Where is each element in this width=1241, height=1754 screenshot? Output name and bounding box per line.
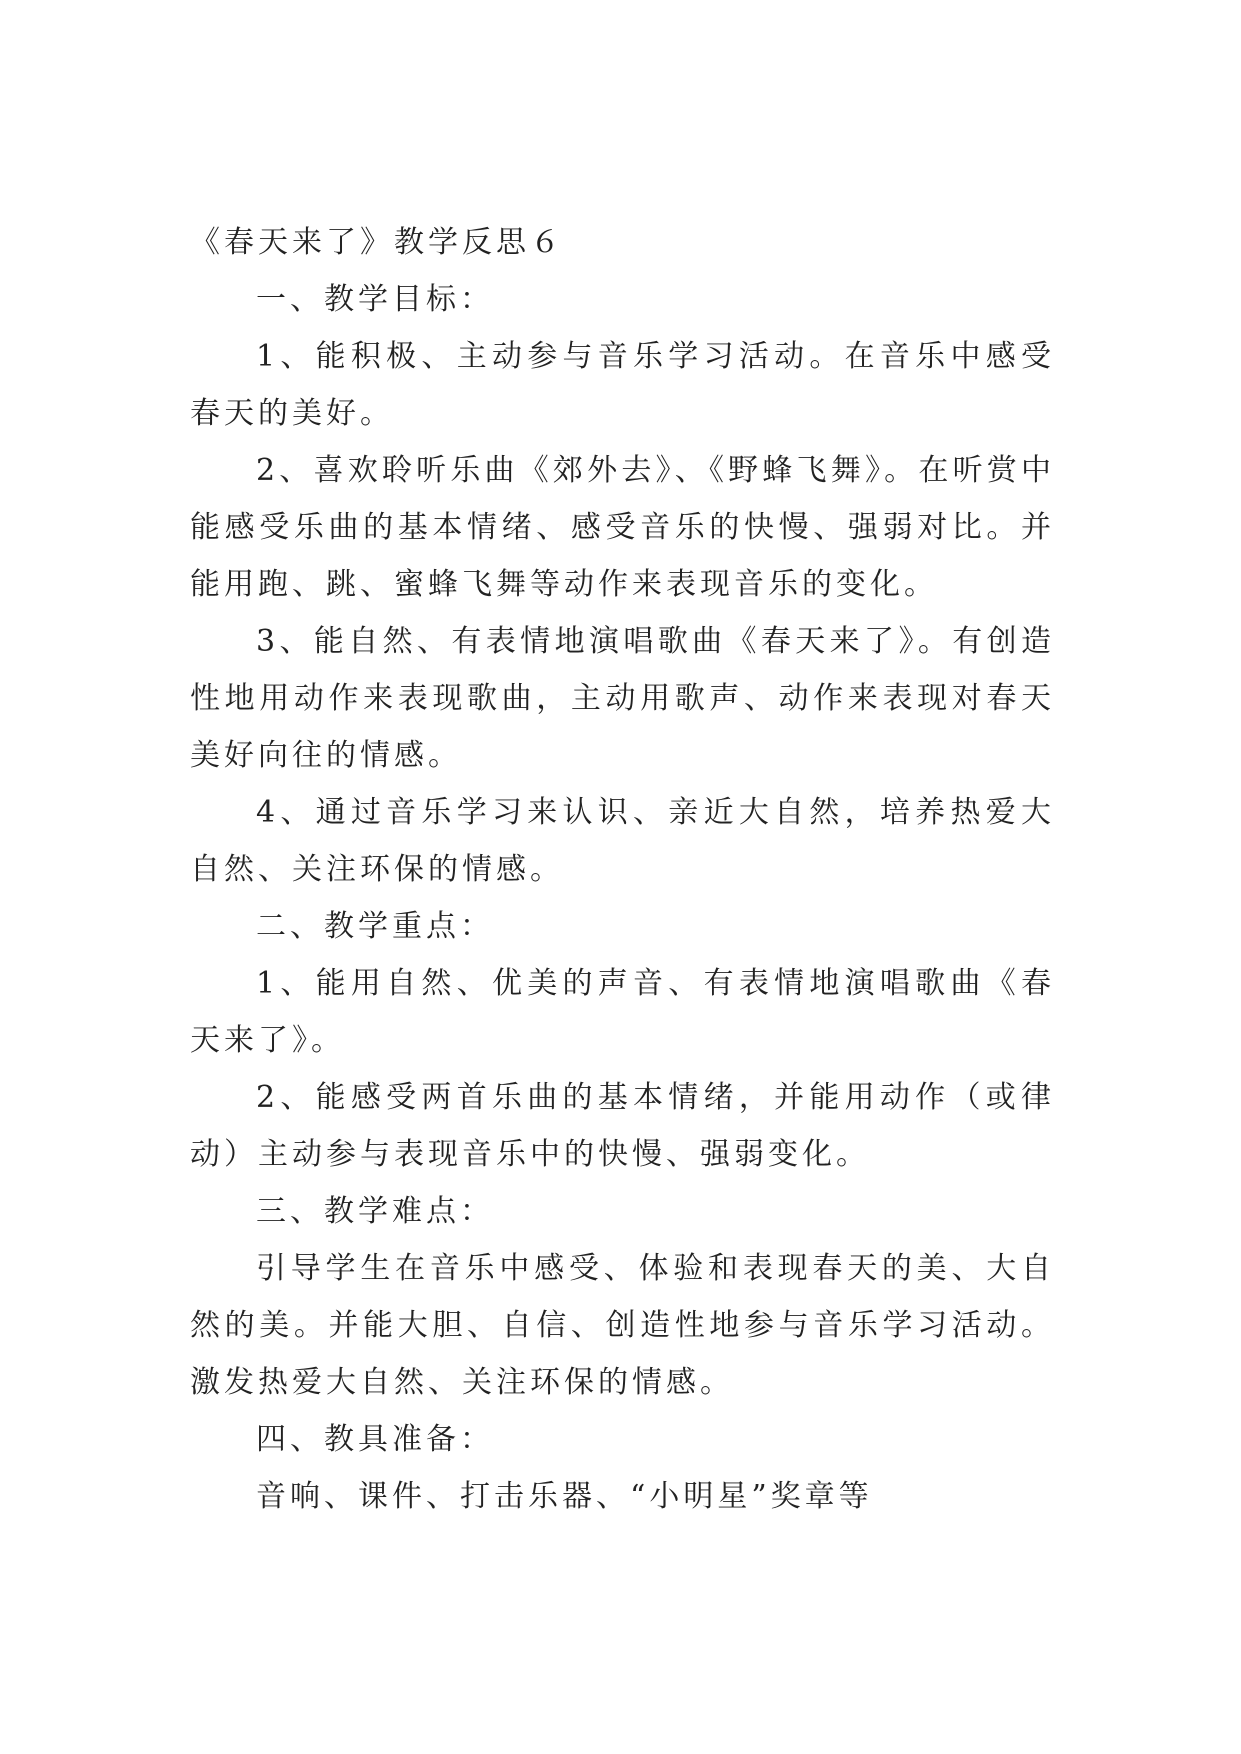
section-heading-key-points: 二、教学重点： (256, 909, 494, 944)
objective-item-4: 4、通过音乐学习来认识、亲近大自然，培养热爱大自然、关注环保的情感。 (190, 795, 1055, 887)
document-body (190, 214, 1055, 1525)
key-point-item-2: 2、能感受两首乐曲的基本情绪，并能用动作（或律动）主动参与表现音乐中的快慢、强弱变化。 (190, 1080, 1055, 1172)
objective-item-2: 2、喜欢聆听乐曲《郊外去》、《野蜂飞舞》。在听赏中能感受乐曲的基本情绪、感受音乐的快慢、强弱对比。并能用跑、跳、蜜蜂飞舞等动作来表现音乐的变化。 (190, 453, 1055, 602)
difficulty-paragraph: 引导学生在音乐中感受、体验和表现春天的美、大自然的美。并能大胆、自信、创造性地参与音乐学习活动。激发热爱大自然、关注环保的情感。 (190, 1251, 1055, 1400)
objective-item-1: 1、能积极、主动参与音乐学习活动。在音乐中感受春天的美好。 (190, 339, 1055, 431)
materials-paragraph: 音响、课件、打击乐器、“小明星”奖章等 (256, 1479, 873, 1514)
key-point-item-1: 1、能用自然、优美的声音、有表情地演唱歌曲《春天来了》。 (190, 966, 1055, 1058)
section-heading-materials: 四、教具准备： (256, 1422, 494, 1457)
section-heading-difficulties: 三、教学难点： (256, 1194, 494, 1229)
section-heading-objectives: 一、教学目标： (256, 282, 494, 317)
document-title: 《春天来了》教学反思６ (190, 225, 564, 260)
objective-item-3: 3、能自然、有表情地演唱歌曲《春天来了》。有创造性地用动作来表现歌曲，主动用歌声、动作来表现对春天美好向往的情感。 (190, 624, 1055, 773)
